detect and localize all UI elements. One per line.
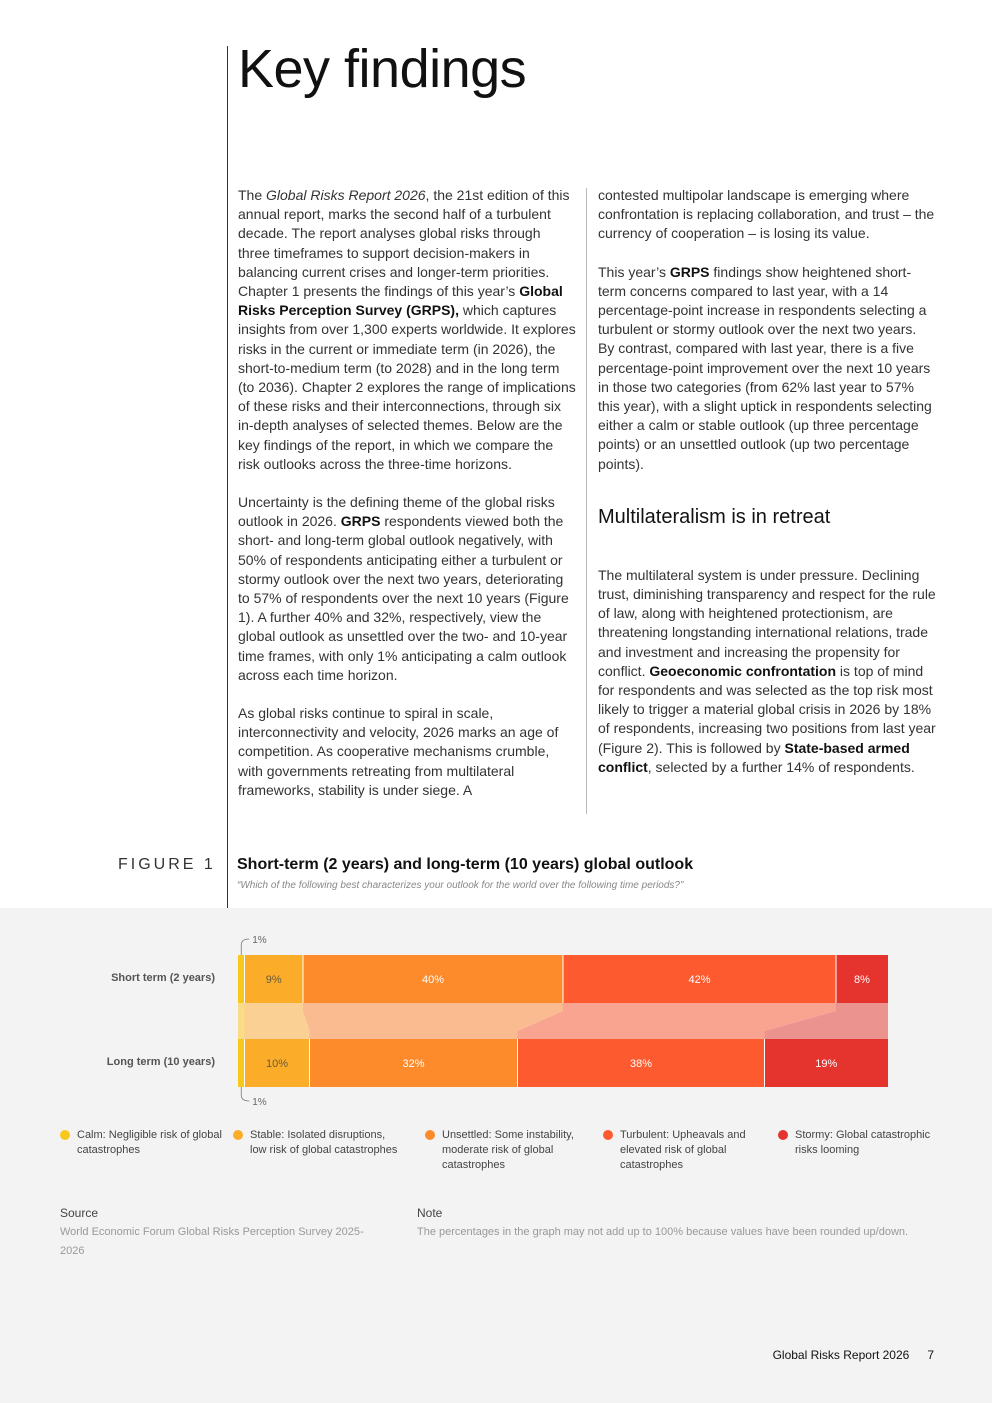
connector-calm <box>238 1003 245 1039</box>
note-text: The percentages in the graph may not add up to 100% because values have been rounded up/down. <box>417 1226 909 1238</box>
data-label: 42% <box>688 974 711 986</box>
paragraph: As global risks continue to spiral in scale, interconnectivity and velocity, 2026 marks an age of competition. As cooperative mechanisms crumble, with governments retreating from multilateral frameworks, stability is under siege. A <box>238 705 559 798</box>
data-label: 10% <box>265 1058 289 1070</box>
section-heading: Multilateralism is in retreat <box>598 505 831 528</box>
paragraph: contested multipolar landscape is emerging where confrontation is replacing collaboration, and trust – the currency of cooperation – is losing its value. <box>598 187 935 242</box>
source-text: World Economic Forum Global Risks Perception Survey 2025-2026 <box>60 1226 364 1257</box>
bar-segment-calm <box>238 955 245 1003</box>
outlook-stacked-bar-chart <box>0 925 992 1115</box>
legend-item-stormy: Stormy: Global catastrophic risks looming <box>778 1128 943 1158</box>
note-heading: Note <box>417 1206 443 1220</box>
row-label-long-term: Long term (10 years) <box>106 1056 215 1068</box>
source-heading: Source <box>60 1206 99 1220</box>
page-title: Key findings <box>238 39 527 99</box>
risk-link-armed-conflict[interactable]: State-based armed conflict <box>598 739 910 775</box>
grps-link[interactable]: GRPS <box>669 263 710 280</box>
legend-swatch <box>778 1130 788 1140</box>
data-label: 8% <box>854 974 870 986</box>
text-column-right <box>598 186 936 796</box>
legend-swatch <box>603 1130 613 1140</box>
figure-title: Short-term (2 years) and long-term (10 years) global outlook <box>237 856 694 873</box>
grps-link[interactable]: Global Risks Perception Survey (GRPS), <box>238 283 563 319</box>
page-number: 7 <box>927 1348 934 1362</box>
calm-label-short: 1% <box>252 935 267 946</box>
grps-link[interactable]: GRPS <box>340 513 381 530</box>
legend-swatch <box>233 1130 243 1140</box>
calm-label-long: 1% <box>252 1097 267 1108</box>
footer-report-title: Global Risks Report 2026 <box>772 1348 910 1362</box>
data-label: 9% <box>265 974 282 986</box>
paragraph: The Global Risks Report 2026, the 21st edition of this annual report, marks the second half of a turbulent decade. The report analyses global risks through three timeframes to support decision-makers in balancing current crises and longer-term priorities. Chapter 1 presents the findings of this year’s Global Risks Perception Survey (GRPS), which captures insights from over 1,300 experts worldwide. It explores risks in the current or immediate term (in 2026), the short-to-medium term (to 2028) and in the long term (to 2036). Chapter 2 explores the range of implications of these risks and their interconnections, through six in-depth analyses of selected themes. Below are the key findings of the report, in which we compare the risk outlooks across the three-time horizons. <box>238 187 576 472</box>
bar-segment-calm <box>238 1039 245 1087</box>
paragraph: The multilateral system is under pressure. Declining trust, diminishing transparency and respect for the rule of law, along with heightened protectionism, are threatening longstanding international relations, trade and investment and increasing the propensity for conflict. Geoeconomic confrontation is top of mind for respondents and was selected as the top risk most likely to trigger a material global crisis in 2026 by 18% of respondents, increasing two positions from last year (Figure 2). This is followed by State-based armed conflict, selected by a further 14% of respondents. <box>598 566 936 775</box>
row-label-short-term: Short term (2 years) <box>111 972 215 984</box>
data-label: 38% <box>629 1058 653 1070</box>
paragraph: This year’s GRPS findings show heightened short-term concerns compared to last year, with a 14 percentage-point increase in respondents selecting a turbulent or stormy outlook over the next two years. By contrast, compared with last year, there is a five percentage-point improvement over the next 10 years in those two categories (from 62% last year to 57% this year), with a slight uptick in respondents selecting either a calm or stable outlook (up three percentage points) or an unsettled outlook (up two percentage points). <box>598 263 932 472</box>
legend-swatch <box>425 1130 435 1140</box>
data-label: 19% <box>815 1058 838 1070</box>
report-title-italic: Global Risks Report 2026 <box>266 187 426 203</box>
figure-label: FIGURE 1 <box>118 856 216 873</box>
data-label: 32% <box>402 1058 425 1070</box>
column-divider <box>586 188 587 814</box>
legend-item-stable: Stable: Isolated disruptions, low risk of global catastrophes <box>233 1128 398 1158</box>
left-rule <box>227 46 228 908</box>
data-label: 40% <box>421 974 445 986</box>
page-footer <box>773 1348 934 1362</box>
paragraph: Uncertainty is the defining theme of the global risks outlook in 2026. GRPS respondents viewed both the short- and long-term global outlook negatively, with 50% of respondents anticipating either a turbulent or stormy outlook over the next two years, deteriorating to 57% of respondents over the next 10 years (Figure 1). A further 40% and 32%, respectively, view the global outlook as unsettled over the two- and 10-year time frames, with only 1% anticipating a calm outlook across each time horizon. <box>238 494 569 683</box>
figure-question: “Which of the following best characterizes your outlook for the world over the following time periods?” <box>237 880 684 891</box>
connector-stable <box>245 1003 310 1039</box>
text-column-left <box>238 186 576 819</box>
callout-line <box>241 1087 249 1101</box>
legend-swatch <box>60 1130 70 1140</box>
legend-item-unsettled: Unsettled: Some instability, moderate risk of global catastrophes <box>425 1128 590 1173</box>
legend-item-calm: Calm: Negligible risk of global catastrophes <box>60 1128 225 1158</box>
callout-line <box>241 939 249 955</box>
legend-item-turbulent: Turbulent: Upheavals and elevated risk of global catastrophes <box>603 1128 768 1173</box>
risk-link-geoeconomic[interactable]: Geoeconomic confrontation <box>649 662 837 679</box>
